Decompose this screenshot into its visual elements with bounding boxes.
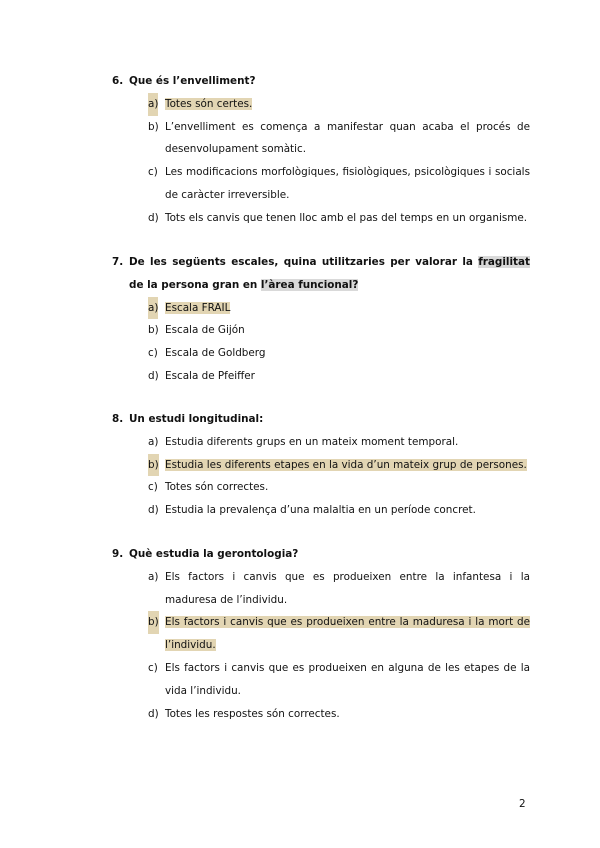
- question-number: 9.: [112, 548, 124, 560]
- question-6: [112, 70, 530, 230]
- option-d: [112, 365, 530, 388]
- option-text: Escala de Goldberg: [165, 347, 266, 360]
- option-a: [112, 431, 530, 454]
- option-a: [112, 566, 530, 612]
- page-number: 2: [519, 798, 526, 810]
- option-c: [112, 342, 530, 365]
- question-title: [112, 543, 530, 566]
- question-text-part: De les següents escales, quina utilitzaries per valorar la: [129, 256, 479, 268]
- question-text: Que és l’envelliment?: [129, 75, 256, 87]
- option-text: Estudia diferents grups en un mateix moment temporal.: [165, 435, 459, 448]
- option-text: Els factors i canvis que es produeixen en alguna de les etapes de la vida l’individu.: [165, 661, 530, 697]
- option-b: [112, 454, 530, 477]
- option-letter: b): [148, 454, 159, 477]
- option-letter: a): [148, 297, 158, 320]
- option-c: [112, 657, 530, 703]
- question-number: 8.: [112, 413, 124, 425]
- option-text: L’envelliment es comença a manifestar quan acaba el procés de desenvolupament somàtic.: [165, 120, 530, 156]
- highlighted-term-area-funcional: l’àrea funcional?: [260, 278, 359, 291]
- question-title: [112, 251, 530, 297]
- question-8: [112, 408, 530, 522]
- question-number: 6.: [112, 75, 124, 87]
- option-text: Totes les respostes són correctes.: [165, 707, 340, 720]
- options-list: [112, 431, 530, 522]
- option-letter: b): [148, 611, 159, 634]
- option-letter: c): [148, 347, 158, 360]
- option-text: Estudia les diferents etapes en la vida d’un mateix grup de persones.: [165, 458, 527, 471]
- option-letter: b): [148, 120, 159, 133]
- options-list: [112, 566, 530, 726]
- option-text: Totes són correctes.: [165, 481, 269, 494]
- question-9: [112, 543, 530, 725]
- question-text: Què estudia la gerontologia?: [129, 548, 299, 560]
- option-letter: c): [148, 166, 158, 179]
- option-b: [112, 319, 530, 342]
- option-text: Les modificacions morfològiques, fisiològiques, psicològiques i socials de caràcter irreversible.: [165, 166, 530, 201]
- option-a: [112, 93, 530, 116]
- option-text: Totes són certes.: [165, 97, 253, 110]
- highlighted-term-fragilitat: fragilitat: [478, 256, 530, 268]
- option-b: [112, 116, 530, 162]
- question-7: [112, 251, 530, 388]
- question-title: [112, 70, 530, 93]
- option-letter: d): [148, 369, 159, 382]
- option-d: [112, 703, 530, 726]
- option-letter: c): [148, 481, 158, 494]
- option-letter: d): [148, 504, 159, 517]
- options-list: [112, 93, 530, 230]
- option-c: [112, 161, 530, 207]
- question-title: [112, 408, 530, 431]
- option-b: [112, 611, 530, 657]
- option-letter: d): [148, 211, 159, 224]
- option-d: [112, 207, 530, 230]
- option-text: Escala de Pfeiffer: [165, 369, 255, 382]
- option-text: Tots els canvis que tenen lloc amb el pas del temps en un organisme.: [165, 211, 528, 224]
- option-letter: a): [148, 93, 158, 116]
- options-list: [112, 297, 530, 388]
- question-text-part: de la persona gran en: [129, 278, 261, 291]
- option-text: Escala FRAIL: [165, 301, 231, 314]
- option-a: [112, 297, 530, 320]
- option-text: Els factors i canvis que es produeixen entre la infantesa i la maduresa de l’individu.: [165, 570, 530, 606]
- option-c: [112, 476, 530, 499]
- option-letter: b): [148, 324, 159, 337]
- option-letter: d): [148, 707, 159, 720]
- option-text: Escala de Gijón: [165, 324, 245, 337]
- question-number: 7.: [112, 256, 124, 268]
- option-letter: c): [148, 661, 158, 674]
- option-d: [112, 499, 530, 522]
- option-letter: a): [148, 435, 159, 448]
- option-text: Estudia la prevalença d’una malaltia en un període concret.: [165, 504, 476, 517]
- option-text: Els factors i canvis que es produeixen entre la maduresa i la mort de l’individu.: [165, 616, 530, 652]
- option-letter: a): [148, 570, 159, 583]
- question-text: Un estudi longitudinal:: [129, 413, 264, 425]
